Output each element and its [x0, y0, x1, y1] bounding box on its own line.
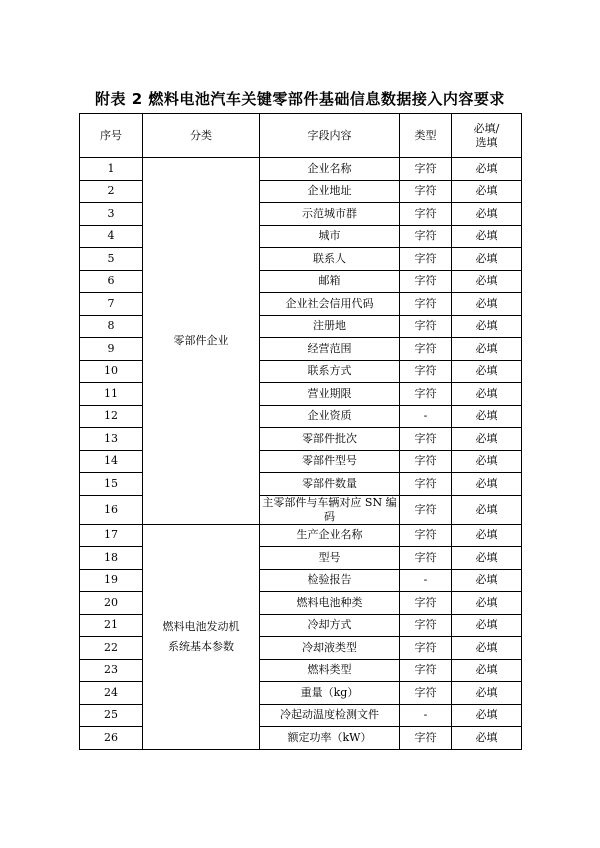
header-required-line1: 必填/	[473, 121, 500, 135]
row-required: 必填	[452, 293, 522, 316]
row-type: 字符	[400, 682, 452, 705]
row-index: 16	[80, 495, 143, 524]
row-type: 字符	[400, 225, 452, 248]
row-field: 企业地址	[260, 180, 400, 203]
row-type: 字符	[400, 315, 452, 338]
row-required: 必填	[452, 180, 522, 203]
row-index: 23	[80, 659, 143, 682]
row-field: 燃料电池种类	[260, 592, 400, 615]
row-required: 必填	[452, 383, 522, 406]
row-index: 15	[80, 473, 143, 496]
row-index: 12	[80, 405, 143, 428]
row-field: 企业社会信用代码	[260, 293, 400, 316]
row-type: 字符	[400, 614, 452, 637]
row-field: 型号	[260, 547, 400, 570]
row-type: 字符	[400, 338, 452, 361]
row-required: 必填	[452, 682, 522, 705]
row-field: 企业资质	[260, 405, 400, 428]
row-required: 必填	[452, 727, 522, 750]
header-category: 分类	[143, 114, 260, 158]
row-field: 示范城市群	[260, 203, 400, 226]
row-type: 字符	[400, 637, 452, 660]
row-field: 冷却液类型	[260, 637, 400, 660]
row-index: 1	[80, 158, 143, 181]
row-type: 字符	[400, 383, 452, 406]
row-field: 零部件型号	[260, 450, 400, 473]
row-required: 必填	[452, 360, 522, 383]
row-index: 3	[80, 203, 143, 226]
category-name-line2: 系统基本参数	[168, 639, 234, 653]
row-type: 字符	[400, 248, 452, 271]
table-row	[80, 524, 522, 547]
table-body	[80, 158, 522, 750]
row-index: 20	[80, 592, 143, 615]
table-row	[80, 158, 522, 181]
row-type: 字符	[400, 450, 452, 473]
row-index: 8	[80, 315, 143, 338]
row-index: 7	[80, 293, 143, 316]
row-index: 9	[80, 338, 143, 361]
row-type: -	[400, 405, 452, 428]
category-name: 零部件企业	[173, 333, 229, 347]
row-field: 燃料类型	[260, 659, 400, 682]
row-type: 字符	[400, 592, 452, 615]
row-index: 21	[80, 614, 143, 637]
row-index: 13	[80, 428, 143, 451]
header-required	[452, 114, 522, 158]
row-required: 必填	[452, 614, 522, 637]
category-cell	[143, 524, 260, 749]
row-index: 5	[80, 248, 143, 271]
row-type: 字符	[400, 270, 452, 293]
row-required: 必填	[452, 203, 522, 226]
row-type: 字符	[400, 360, 452, 383]
header-field: 字段内容	[260, 114, 400, 158]
row-index: 25	[80, 704, 143, 727]
row-required: 必填	[452, 450, 522, 473]
category-name: 燃料电池发动机	[162, 619, 240, 633]
row-index: 18	[80, 547, 143, 570]
row-required: 必填	[452, 524, 522, 547]
header-index: 序号	[80, 114, 143, 158]
row-field: 额定功率（kW）	[260, 727, 400, 750]
row-type: 字符	[400, 524, 452, 547]
row-required: 必填	[452, 547, 522, 570]
table-header-row	[80, 114, 522, 158]
row-type: 字符	[400, 158, 452, 181]
row-required: 必填	[452, 338, 522, 361]
row-required: 必填	[452, 659, 522, 682]
row-type: 字符	[400, 727, 452, 750]
header-type: 类型	[400, 114, 452, 158]
row-field: 联系方式	[260, 360, 400, 383]
row-required: 必填	[452, 158, 522, 181]
row-field: 营业期限	[260, 383, 400, 406]
row-index: 17	[80, 524, 143, 547]
row-field: 重量（kg）	[260, 682, 400, 705]
row-type: 字符	[400, 203, 452, 226]
row-type: -	[400, 569, 452, 592]
row-type: 字符	[400, 180, 452, 203]
row-index: 24	[80, 682, 143, 705]
row-field: 主零部件与车辆对应 SN 编码	[260, 495, 400, 524]
row-index: 22	[80, 637, 143, 660]
row-required: 必填	[452, 225, 522, 248]
row-field: 企业名称	[260, 158, 400, 181]
row-type: 字符	[400, 473, 452, 496]
row-index: 14	[80, 450, 143, 473]
row-required: 必填	[452, 592, 522, 615]
row-required: 必填	[452, 428, 522, 451]
row-index: 11	[80, 383, 143, 406]
row-type: -	[400, 704, 452, 727]
row-field: 邮箱	[260, 270, 400, 293]
row-required: 必填	[452, 270, 522, 293]
row-index: 4	[80, 225, 143, 248]
row-type: 字符	[400, 547, 452, 570]
data-requirements-table	[79, 113, 522, 750]
row-field: 生产企业名称	[260, 524, 400, 547]
row-type: 字符	[400, 495, 452, 524]
row-index: 2	[80, 180, 143, 203]
row-field: 联系人	[260, 248, 400, 271]
row-field: 冷却方式	[260, 614, 400, 637]
row-index: 10	[80, 360, 143, 383]
row-field: 城市	[260, 225, 400, 248]
category-cell	[143, 158, 260, 525]
row-index: 26	[80, 727, 143, 750]
row-field: 检验报告	[260, 569, 400, 592]
row-field: 经营范围	[260, 338, 400, 361]
row-field: 注册地	[260, 315, 400, 338]
row-required: 必填	[452, 495, 522, 524]
row-required: 必填	[452, 637, 522, 660]
row-required: 必填	[452, 569, 522, 592]
row-field: 冷起动温度检测文件	[260, 704, 400, 727]
header-required-line2: 选填	[475, 135, 498, 149]
row-required: 必填	[452, 405, 522, 428]
row-index: 6	[80, 270, 143, 293]
row-type: 字符	[400, 659, 452, 682]
page-title: 附表 2 燃料电池汽车关键零部件基础信息数据接入内容要求	[95, 90, 505, 108]
row-required: 必填	[452, 704, 522, 727]
row-required: 必填	[452, 473, 522, 496]
row-field: 零部件批次	[260, 428, 400, 451]
row-required: 必填	[452, 248, 522, 271]
row-field: 零部件数量	[260, 473, 400, 496]
row-index: 19	[80, 569, 143, 592]
row-type: 字符	[400, 293, 452, 316]
row-required: 必填	[452, 315, 522, 338]
row-type: 字符	[400, 428, 452, 451]
